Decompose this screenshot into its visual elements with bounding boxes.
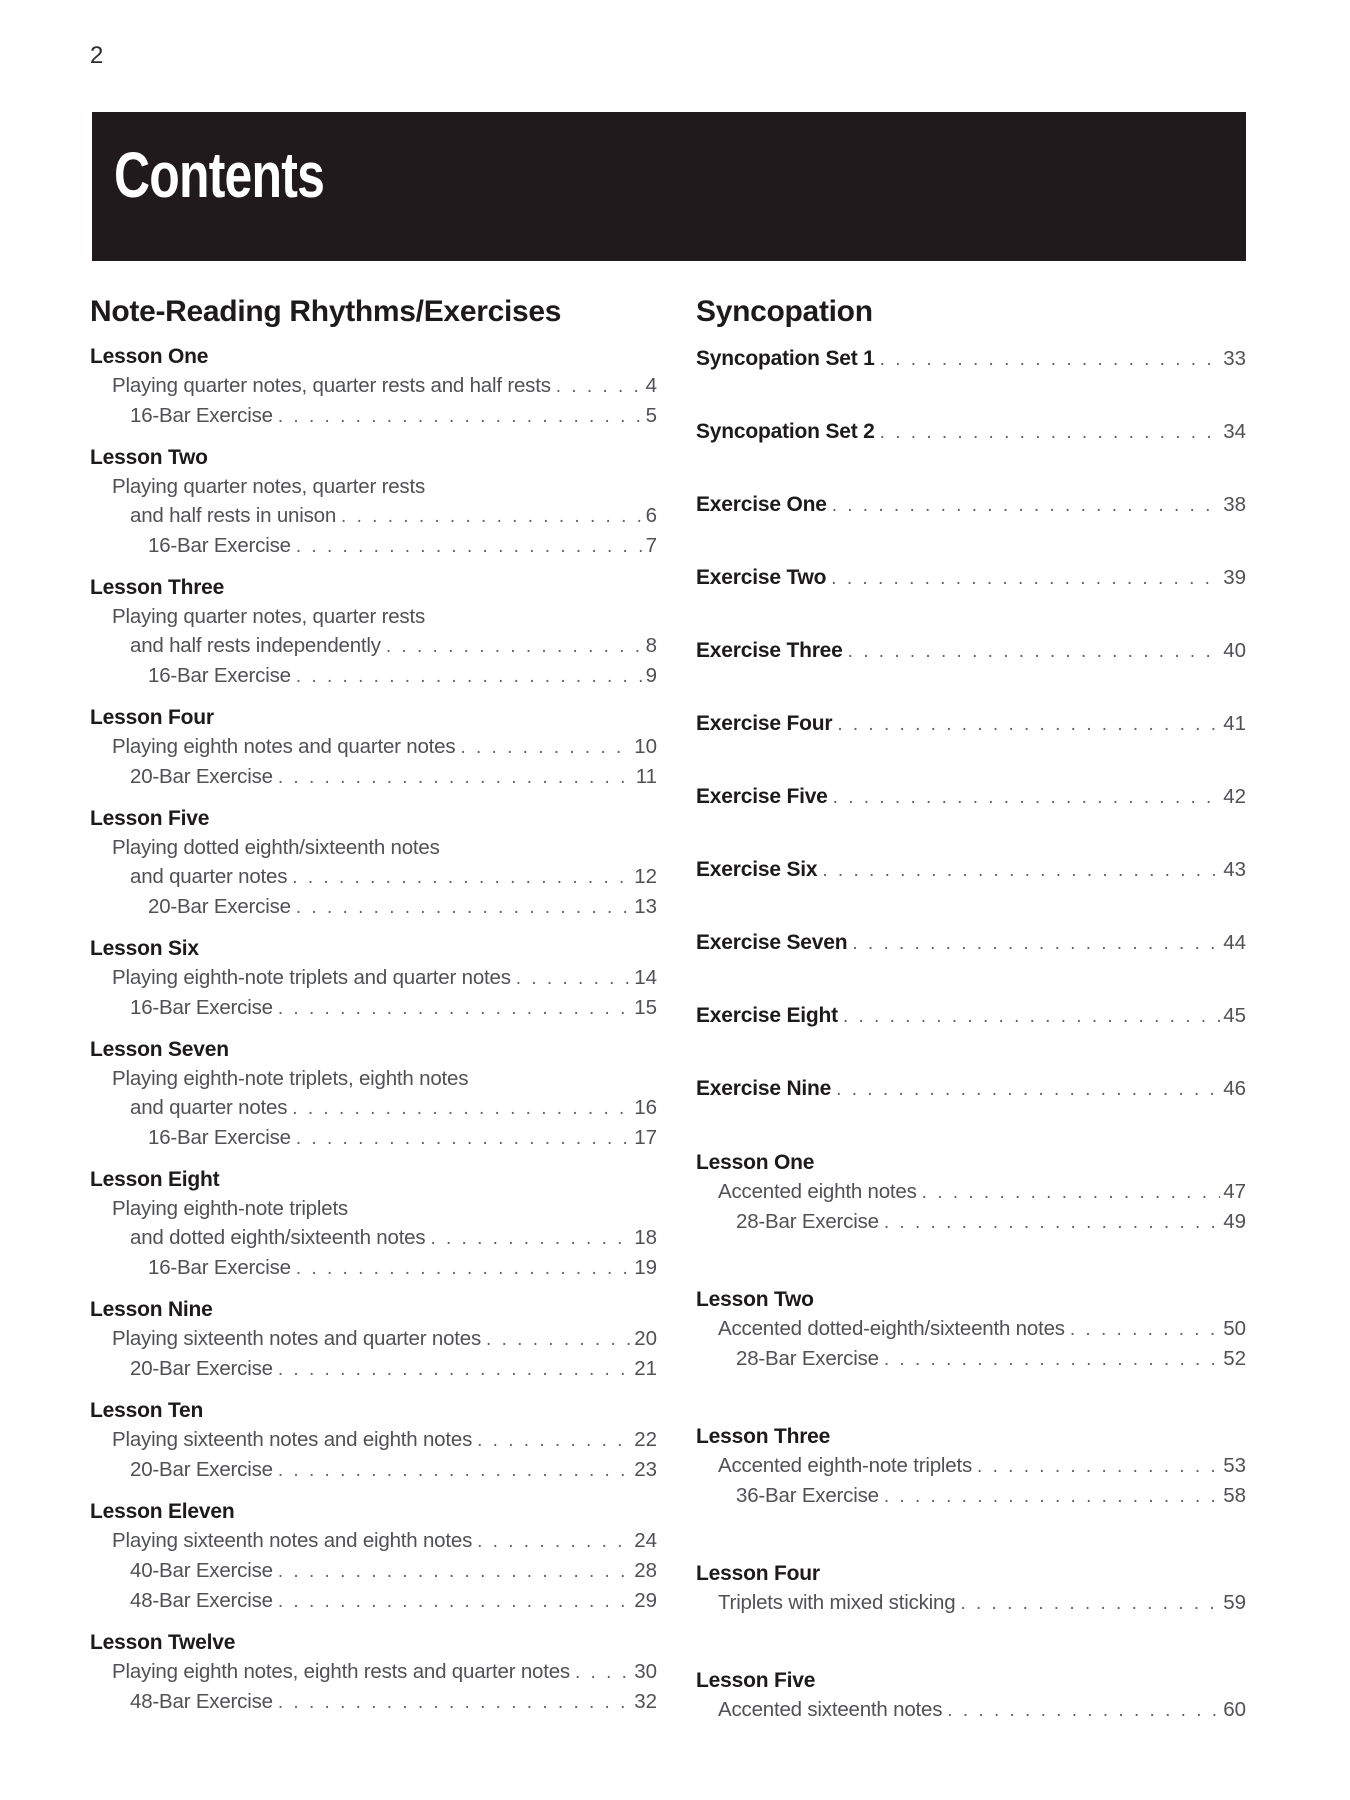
lesson-block <box>90 1035 657 1153</box>
dot-leader <box>278 1586 631 1616</box>
right-entries <box>696 344 1246 1104</box>
banner-title: Contents <box>114 138 325 211</box>
dot-leader <box>386 631 643 661</box>
toc-page-ref: 19 <box>634 1256 657 1279</box>
toc-entry-text: 28-Bar Exercise <box>736 1210 879 1233</box>
toc-page-ref: 52 <box>1223 1347 1246 1370</box>
toc-page-ref: 30 <box>634 1660 657 1683</box>
lesson-title: Lesson Eleven <box>90 1500 235 1523</box>
toc-entry-text: 20-Bar Exercise <box>130 1357 273 1380</box>
dot-leader <box>884 1344 1220 1374</box>
toc-entry-text: 16-Bar Exercise <box>148 1126 291 1149</box>
toc-entry-text: Exercise Seven <box>696 931 848 954</box>
toc-entry-text: Playing eighth-note triplets and quarter notes <box>112 966 511 989</box>
contents-banner <box>92 112 1246 261</box>
toc-page-ref: 60 <box>1223 1698 1246 1721</box>
toc-line <box>130 1586 657 1616</box>
lesson-title: Lesson Three <box>696 1425 831 1448</box>
toc-line <box>718 1695 1246 1725</box>
toc-entry-text: Playing eighth notes and quarter notes <box>112 735 456 758</box>
toc-page-ref: 17 <box>634 1126 657 1149</box>
toc-line <box>696 563 1246 593</box>
toc-line <box>696 928 1246 958</box>
toc-line <box>736 1481 1246 1511</box>
toc-line <box>696 490 1246 520</box>
toc-line <box>112 732 657 762</box>
lesson-block <box>90 1628 657 1717</box>
toc-entry-text: 20-Bar Exercise <box>130 765 273 788</box>
toc-line <box>112 833 657 862</box>
dot-leader <box>836 1074 1220 1104</box>
toc-page-ref: 7 <box>645 534 657 557</box>
toc-page-ref: 43 <box>1223 858 1246 881</box>
dot-leader <box>278 762 633 792</box>
dot-leader <box>556 371 643 401</box>
left-column-header: Note-Reading Rhythms/Exercises <box>90 295 562 328</box>
toc-line <box>130 1354 657 1384</box>
lesson-title: Lesson Twelve <box>90 1631 236 1654</box>
toc-entry-text: Exercise Five <box>696 785 828 808</box>
dot-leader <box>486 1324 631 1354</box>
dot-leader <box>477 1526 631 1556</box>
toc-line <box>112 1064 657 1093</box>
toc-line <box>718 1451 1246 1481</box>
dot-leader <box>296 892 631 922</box>
left-column <box>90 294 657 1717</box>
toc-entry-text: 36-Bar Exercise <box>736 1484 879 1507</box>
toc-entry-text: 16-Bar Exercise <box>148 664 291 687</box>
toc-page-ref: 28 <box>634 1559 657 1582</box>
dot-leader <box>832 490 1221 520</box>
toc-line <box>696 417 1246 447</box>
dot-leader <box>278 1556 631 1586</box>
toc-page-ref: 53 <box>1223 1454 1246 1477</box>
dot-leader <box>341 501 643 531</box>
right-column <box>696 294 1246 1725</box>
toc-entry-text: Accented sixteenth notes <box>718 1698 943 1721</box>
toc-entry-text: 28-Bar Exercise <box>736 1347 879 1370</box>
toc-line <box>130 1455 657 1485</box>
toc-page-ref: 18 <box>634 1226 657 1249</box>
toc-page-ref: 59 <box>1223 1591 1246 1614</box>
toc-entry-text: 16-Bar Exercise <box>148 1256 291 1279</box>
toc-entry-text: and half rests in unison <box>130 504 337 527</box>
toc-line <box>130 1093 657 1123</box>
dot-leader <box>278 401 643 431</box>
lesson-title: Lesson Two <box>696 1288 814 1311</box>
toc-line <box>696 636 1246 666</box>
toc-line <box>696 782 1246 812</box>
lesson-title: Lesson Nine <box>90 1298 213 1321</box>
dot-leader <box>884 1207 1220 1237</box>
lesson-title: Lesson Seven <box>90 1038 229 1061</box>
toc-line <box>130 501 657 531</box>
toc-entry-text: 16-Bar Exercise <box>130 404 273 427</box>
dot-leader <box>880 344 1221 374</box>
toc-line <box>112 472 657 501</box>
toc-entry-text: Exercise Two <box>696 566 827 589</box>
toc-entry-text: Playing dotted eighth/sixteenth notes <box>112 836 440 859</box>
toc-page-ref: 16 <box>634 1096 657 1119</box>
toc-line <box>130 1223 657 1253</box>
dot-leader <box>960 1588 1220 1618</box>
dot-leader <box>947 1695 1220 1725</box>
toc-line <box>130 1556 657 1586</box>
toc-line <box>736 1207 1246 1237</box>
lesson-block <box>696 1148 1246 1237</box>
dot-leader <box>831 563 1220 593</box>
toc-page-ref: 24 <box>634 1529 657 1552</box>
dot-leader <box>852 928 1220 958</box>
toc-line <box>718 1314 1246 1344</box>
toc-page-ref: 8 <box>645 634 657 657</box>
toc-page-ref: 33 <box>1223 347 1246 370</box>
dot-leader <box>843 1001 1220 1031</box>
dot-leader <box>884 1481 1220 1511</box>
dot-leader <box>296 1123 631 1153</box>
lesson-title: Lesson Five <box>90 807 210 830</box>
lesson-block <box>696 1285 1246 1374</box>
toc-entry-text: Triplets with mixed sticking <box>718 1591 956 1614</box>
toc-page-ref: 13 <box>634 895 657 918</box>
toc-line <box>148 661 657 691</box>
toc-page-ref: 22 <box>634 1428 657 1451</box>
toc-line <box>112 1425 657 1455</box>
toc-page-ref: 47 <box>1223 1180 1246 1203</box>
toc-entry-text: Playing eighth notes, eighth rests and quarter notes <box>112 1660 570 1683</box>
dot-leader <box>1070 1314 1220 1344</box>
toc-entry-text: and quarter notes <box>130 865 288 888</box>
toc-page-ref: 50 <box>1223 1317 1246 1340</box>
toc-entry-text: Playing sixteenth notes and quarter notes <box>112 1327 482 1350</box>
toc-line <box>112 1324 657 1354</box>
toc-line <box>130 401 657 431</box>
toc-line <box>718 1177 1246 1207</box>
toc-page-ref: 23 <box>634 1458 657 1481</box>
lesson-block <box>90 703 657 792</box>
lesson-title: Lesson Eight <box>90 1168 220 1191</box>
toc-page-ref: 21 <box>634 1357 657 1380</box>
dot-leader <box>278 1455 631 1485</box>
dot-leader <box>837 709 1220 739</box>
toc-page-ref: 49 <box>1223 1210 1246 1233</box>
lesson-title: Lesson Six <box>90 937 199 960</box>
lesson-block <box>90 1165 657 1283</box>
toc-page-ref: 40 <box>1223 639 1246 662</box>
toc-line <box>130 1687 657 1717</box>
dot-leader <box>477 1425 631 1455</box>
lesson-title: Lesson Three <box>90 576 225 599</box>
lesson-block <box>90 1295 657 1384</box>
lesson-block <box>90 342 657 431</box>
toc-entry-text: Playing quarter notes, quarter rests <box>112 605 425 628</box>
dot-leader <box>296 531 643 561</box>
toc-line <box>130 993 657 1023</box>
lesson-title: Lesson Two <box>90 446 208 469</box>
toc-page-ref: 20 <box>634 1327 657 1350</box>
toc-page-ref: 15 <box>634 996 657 1019</box>
toc-line <box>696 344 1246 374</box>
toc-page-ref: 45 <box>1223 1004 1246 1027</box>
toc-entry-text: Exercise Six <box>696 858 818 881</box>
dot-leader <box>278 993 631 1023</box>
lesson-title: Lesson Four <box>696 1562 820 1585</box>
toc-page-ref: 11 <box>635 765 657 788</box>
dot-leader <box>296 661 643 691</box>
toc-line <box>718 1588 1246 1618</box>
toc-entry-text: and dotted eighth/sixteenth notes <box>130 1226 426 1249</box>
toc-page-ref: 6 <box>645 504 657 527</box>
toc-page-ref: 38 <box>1223 493 1246 516</box>
toc-page-ref: 41 <box>1223 712 1246 735</box>
dot-leader <box>880 417 1221 447</box>
toc-page-ref: 44 <box>1223 931 1246 954</box>
toc-page-ref: 4 <box>645 374 657 397</box>
lesson-block <box>696 1666 1246 1725</box>
toc-page-ref: 29 <box>634 1589 657 1612</box>
toc-entry-text: Exercise Four <box>696 712 833 735</box>
toc-line <box>696 1074 1246 1104</box>
toc-line <box>148 1253 657 1283</box>
toc-entry-text: Exercise One <box>696 493 827 516</box>
toc-entry-text: 20-Bar Exercise <box>148 895 291 918</box>
lesson-block <box>696 1559 1246 1618</box>
toc-page-ref: 46 <box>1223 1077 1246 1100</box>
toc-entry-text: 16-Bar Exercise <box>148 534 291 557</box>
lesson-block <box>90 1497 657 1616</box>
toc-entry-text: Playing eighth-note triplets <box>112 1197 348 1220</box>
toc-line <box>696 1001 1246 1031</box>
toc-entry-text: Syncopation Set 1 <box>696 347 875 370</box>
toc-entry-text: 48-Bar Exercise <box>130 1589 273 1612</box>
dot-leader <box>516 963 631 993</box>
toc-entry-text: and quarter notes <box>130 1096 288 1119</box>
toc-line <box>130 762 657 792</box>
toc-entry-text: Playing eighth-note triplets, eighth notes <box>112 1067 469 1090</box>
right-column-header: Syncopation <box>696 295 873 328</box>
toc-line <box>112 1194 657 1223</box>
lesson-block <box>90 1396 657 1485</box>
left-lessons <box>90 342 657 1717</box>
toc-line <box>112 1526 657 1556</box>
toc-entry-text: and half rests independently <box>130 634 381 657</box>
lesson-title: Lesson One <box>696 1151 815 1174</box>
toc-line <box>130 631 657 661</box>
toc-line <box>696 855 1246 885</box>
toc-entry-text: Playing quarter notes, quarter rests and half rests <box>112 374 551 397</box>
dot-leader <box>575 1657 631 1687</box>
toc-entry-text: 16-Bar Exercise <box>130 996 273 1019</box>
toc-page-ref: 42 <box>1223 785 1246 808</box>
dot-leader <box>833 782 1221 812</box>
toc-line <box>148 892 657 922</box>
toc-entry-text: Exercise Nine <box>696 1077 832 1100</box>
dot-leader <box>278 1354 631 1384</box>
dot-leader <box>278 1687 631 1717</box>
toc-page-ref: 58 <box>1223 1484 1246 1507</box>
lesson-title: Lesson Four <box>90 706 214 729</box>
toc-line <box>130 862 657 892</box>
dot-leader <box>977 1451 1220 1481</box>
toc-line <box>148 1123 657 1153</box>
dot-leader <box>292 862 631 892</box>
toc-page-ref: 5 <box>645 404 657 427</box>
toc-entry-text: Exercise Three <box>696 639 843 662</box>
dot-leader <box>822 855 1220 885</box>
toc-entry-text: Playing quarter notes, quarter rests <box>112 475 425 498</box>
toc-entry-text: Accented dotted-eighth/sixteenth notes <box>718 1317 1065 1340</box>
toc-line <box>112 963 657 993</box>
toc-page-ref: 34 <box>1223 420 1246 443</box>
lesson-title: Lesson Ten <box>90 1399 204 1422</box>
lesson-block <box>90 934 657 1023</box>
dot-leader <box>922 1177 1221 1207</box>
toc-entry-text: Accented eighth-note triplets <box>718 1454 973 1477</box>
toc-page-ref: 9 <box>645 664 657 687</box>
toc-page-ref: 12 <box>634 865 657 888</box>
dot-leader <box>848 636 1221 666</box>
toc-entry-text: Playing sixteenth notes and eighth notes <box>112 1529 473 1552</box>
lesson-block <box>90 443 657 561</box>
dot-leader <box>296 1253 631 1283</box>
page-number: 2 <box>90 42 104 69</box>
toc-page-ref: 39 <box>1223 566 1246 589</box>
toc-page-ref: 10 <box>634 735 657 758</box>
dot-leader <box>292 1093 631 1123</box>
toc-entry-text: 20-Bar Exercise <box>130 1458 273 1481</box>
lesson-title: Lesson One <box>90 345 209 368</box>
toc-line <box>112 371 657 401</box>
toc-line <box>112 602 657 631</box>
toc-entry-text: 40-Bar Exercise <box>130 1559 273 1582</box>
dot-leader <box>430 1223 631 1253</box>
lesson-block <box>696 1422 1246 1511</box>
toc-line <box>696 709 1246 739</box>
toc-line <box>112 1657 657 1687</box>
toc-columns <box>90 294 1246 1725</box>
lesson-block <box>90 573 657 691</box>
toc-line <box>736 1344 1246 1374</box>
toc-page-ref: 32 <box>634 1690 657 1713</box>
toc-line <box>148 531 657 561</box>
toc-entry-text: Accented eighth notes <box>718 1180 917 1203</box>
toc-page-ref: 14 <box>634 966 657 989</box>
toc-entry-text: Playing sixteenth notes and eighth notes <box>112 1428 473 1451</box>
toc-entry-text: Exercise Eight <box>696 1004 838 1027</box>
right-lessons <box>696 1148 1246 1725</box>
lesson-title: Lesson Five <box>696 1669 816 1692</box>
toc-entry-text: 48-Bar Exercise <box>130 1690 273 1713</box>
lesson-block <box>90 804 657 922</box>
toc-entry-text: Syncopation Set 2 <box>696 420 875 443</box>
dot-leader <box>460 732 631 762</box>
